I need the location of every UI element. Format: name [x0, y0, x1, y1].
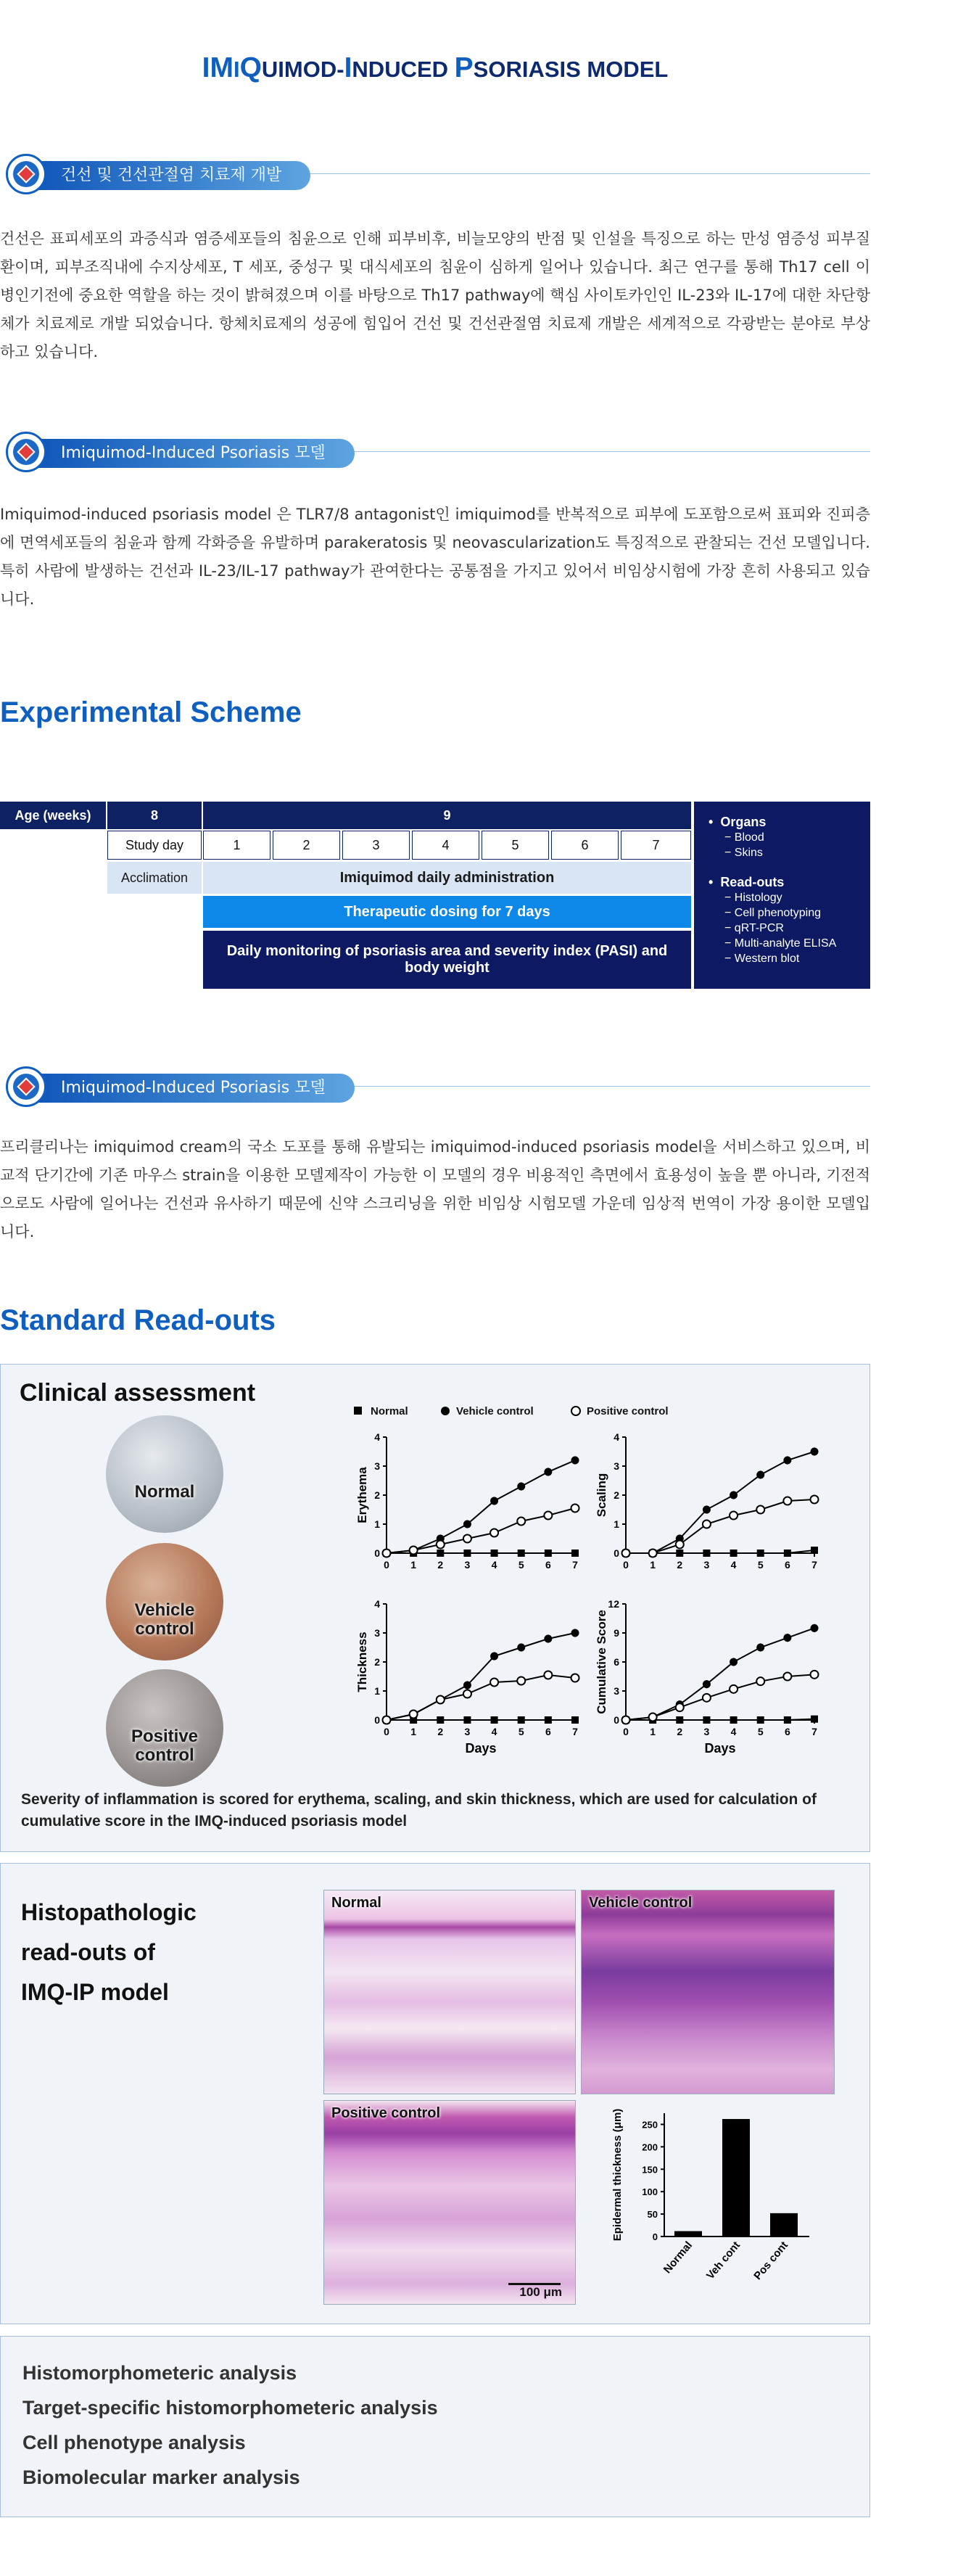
x-tick-label: 0 — [623, 1726, 629, 1737]
data-point — [463, 1690, 471, 1698]
y-tick-label: 1 — [614, 1518, 619, 1530]
y-tick-label: 200 — [642, 2141, 658, 2153]
data-point — [517, 1518, 525, 1526]
clinical-title: Clinical assessment — [20, 1379, 256, 1407]
x-tick-label: Normal — [661, 2239, 695, 2276]
data-point — [649, 1550, 657, 1557]
list-item: Cell phenotype analysis — [22, 2432, 246, 2453]
circle-normal: Normal — [106, 1415, 223, 1533]
y-tick-label: 4 — [614, 1431, 619, 1443]
x-tick-label: 0 — [384, 1726, 389, 1737]
histo-title-line: read-outs of — [21, 1939, 155, 1965]
data-point — [463, 1521, 471, 1528]
data-point — [545, 1550, 552, 1557]
data-point — [463, 1550, 471, 1557]
y-axis-label: Epidermal thickness (μm) — [611, 2108, 624, 2242]
x-tick-label: 1 — [650, 1726, 656, 1737]
data-point — [730, 1512, 738, 1520]
x-tick-label: 3 — [703, 1726, 710, 1737]
x-tick-label: 2 — [437, 1726, 444, 1737]
x-tick-label: 5 — [518, 1559, 524, 1571]
data-point — [622, 1716, 630, 1724]
data-point — [437, 1716, 444, 1724]
series-line — [626, 1499, 814, 1553]
list-item: Target-specific histomorphometeric analysis — [22, 2397, 438, 2419]
data-point — [676, 1716, 683, 1724]
data-point — [490, 1679, 498, 1687]
section-text-1: 건선은 표피세포의 과증식과 염증세포들의 침윤으로 인해 피부비후, 비늘모양의 반점 및 인설을 특징으로 하는 만성 염증성 피부질환이며, 피부조직내에 수지상세포, T 세포, 중성구 및 대식세포의 침윤이 심하게 일어나 있습니다. 최근 연구를 통해 Th17 cell 이 병인기전에 중요한 역할을 하는 것이 밝혀졌으며 이를 바탕으로 Th17 pathway에 핵심 사이토카인인 IL-23와 IL-17에 대한 차단항체가 치료제로 개발 되었습니다. 항체치료제의 성공에 힘입어 건선 및 건선관절염 치료제 개발은 세계적으로 각광받는 분야로 부상하고 있습니다. — [0, 230, 870, 361]
y-tick-label: 0 — [374, 1714, 380, 1726]
legend-vehicle-marker — [441, 1407, 450, 1415]
scale-bar-label: 100 μm — [519, 2285, 562, 2299]
data-point — [811, 1624, 819, 1632]
x-tick-label: 2 — [677, 1559, 683, 1571]
data-point — [517, 1644, 525, 1652]
x-axis-label: Days — [704, 1741, 736, 1756]
data-point — [811, 1496, 819, 1504]
y-axis-label: Thickness — [355, 1631, 369, 1692]
y-tick-label: 6 — [614, 1656, 619, 1668]
section-logo-icon — [6, 432, 46, 472]
x-tick-label: 6 — [545, 1559, 551, 1571]
y-tick-label: 0 — [374, 1547, 380, 1559]
data-point — [571, 1716, 579, 1724]
y-tick-label: 150 — [642, 2164, 658, 2176]
data-point — [811, 1547, 818, 1554]
x-tick-label: 5 — [757, 1559, 764, 1571]
data-point — [676, 1541, 684, 1549]
bar — [722, 2119, 750, 2236]
x-tick-label: 6 — [784, 1559, 790, 1571]
data-point — [649, 1713, 657, 1721]
data-point — [756, 1677, 764, 1685]
clinical-assessment-panel — [0, 1364, 870, 1852]
data-point — [383, 1716, 391, 1724]
y-tick-label: 3 — [374, 1460, 380, 1472]
x-tick-label: 0 — [623, 1559, 629, 1571]
scheme-heading: Experimental Scheme — [0, 696, 302, 728]
x-tick-label: 4 — [491, 1559, 497, 1571]
data-point — [730, 1550, 738, 1557]
data-point — [783, 1497, 791, 1505]
x-axis-label: Days — [465, 1741, 497, 1756]
data-point — [544, 1468, 552, 1476]
legend-positive: Positive control — [587, 1405, 669, 1417]
clinical-charts — [327, 1394, 849, 1778]
epidermal-bar-chart — [581, 2100, 835, 2310]
data-point — [757, 1550, 764, 1557]
x-tick-label: 4 — [730, 1559, 737, 1571]
data-point — [545, 1716, 552, 1724]
data-point — [730, 1685, 738, 1693]
data-point — [571, 1550, 579, 1557]
y-tick-label: 250 — [642, 2119, 658, 2131]
data-point — [783, 1634, 791, 1642]
data-point — [756, 1644, 764, 1652]
y-axis-label: Erythema — [355, 1467, 369, 1523]
data-point — [730, 1658, 738, 1666]
section-heading-3: Imiquimod-Induced Psoriasis 모델 — [0, 1065, 870, 1108]
data-point — [463, 1716, 471, 1724]
data-point — [410, 1711, 418, 1719]
data-point — [491, 1716, 498, 1724]
y-tick-label: 2 — [614, 1489, 619, 1501]
data-point — [784, 1716, 791, 1724]
experimental-scheme: Age (weeks) 8 9 Study day 1 2 3 4 5 6 7 Acclimation Imiquimod daily administration Therapeutic dosing for 7 days Daily monitoring of psoriasis area and severity index (PASI) and body weight • Organs − Blood − Skins • Read-outs − Histology − Cell phenotyping − qRT-PCR − Multi-analyte ELISA − Western blot — [0, 802, 870, 990]
data-point — [463, 1682, 471, 1690]
data-point — [756, 1506, 764, 1514]
x-tick-label: 1 — [650, 1559, 656, 1571]
section-text-2: Imiquimod-induced psoriasis model 은 TLR7/8 antagonist인 imiquimod를 반복적으로 피부에 도포함으로써 표피와 진피층에 면역세포들의 침윤과 함께 각화증을 유발하며 parakeratosis 및 neovascularization도 특징적으로 관찰되는 건선 모델입니다. 특히 사람에 발생하는 건선과 IL-23/IL-17 pathway가 관여한다는 공통점을 가지고 있어서 비임상시험에 가장 흔히 사용되고 있습니다. — [0, 506, 870, 608]
x-tick-label: 1 — [410, 1726, 417, 1737]
data-point — [703, 1694, 711, 1702]
section-logo-icon — [6, 1066, 46, 1107]
data-point — [703, 1521, 711, 1528]
x-tick-label: 4 — [491, 1726, 497, 1737]
data-point — [544, 1635, 552, 1643]
x-tick-label: 7 — [572, 1726, 578, 1737]
readout-list-panel — [0, 2336, 870, 2517]
chart-thickness — [355, 1598, 579, 1756]
histo-image-vehicle: Vehicle control — [581, 1890, 835, 2094]
y-tick-label: 2 — [374, 1489, 380, 1501]
data-point — [544, 1512, 552, 1520]
chart-legend — [354, 1405, 669, 1417]
data-point — [410, 1547, 418, 1555]
x-tick-label: 7 — [811, 1726, 817, 1737]
chart-cumulative — [595, 1598, 819, 1756]
data-point — [518, 1716, 525, 1724]
data-point — [783, 1457, 791, 1465]
data-point — [437, 1696, 445, 1704]
data-point — [676, 1550, 683, 1557]
x-tick-label: 6 — [784, 1726, 790, 1737]
y-axis-label: Cumulative Score — [595, 1610, 608, 1714]
x-tick-label: 2 — [437, 1559, 444, 1571]
chart-scaling — [595, 1431, 819, 1571]
clinical-caption: Severity of inflammation is scored for erythema, scaling, and skin thickness, which are used for calculation of cumulative score in the IMQ-induced psoriasis model — [21, 1791, 817, 1830]
data-point — [490, 1497, 498, 1505]
y-tick-label: 0 — [614, 1714, 619, 1726]
histo-title-line: Histopathologic — [21, 1899, 197, 1925]
data-point — [811, 1671, 819, 1679]
data-point — [571, 1457, 579, 1465]
legend-normal-marker — [354, 1407, 362, 1415]
x-tick-label: Pos cont — [751, 2239, 791, 2283]
y-axis-label: Scaling — [595, 1473, 608, 1518]
legend-vehicle: Vehicle control — [456, 1405, 534, 1417]
y-tick-label: 0 — [614, 1547, 619, 1559]
data-point — [518, 1550, 525, 1557]
data-point — [756, 1471, 764, 1479]
y-tick-label: 1 — [374, 1685, 380, 1697]
histopathology-panel — [0, 1863, 870, 2324]
x-tick-label: 5 — [518, 1726, 524, 1737]
circle-positive: Positive control — [106, 1669, 223, 1787]
data-point — [490, 1529, 498, 1537]
bar — [770, 2213, 798, 2236]
data-point — [703, 1550, 710, 1557]
data-point — [490, 1653, 498, 1661]
organs-readouts-box: • Organs − Blood − Skins • Read-outs − Histology − Cell phenotyping − qRT-PCR − Multi-analyte ELISA − Western blot — [694, 802, 870, 989]
data-point — [517, 1483, 525, 1491]
data-point — [437, 1550, 444, 1557]
page-title: IMIQUIMOD-INDUCED PSORIASIS MODEL — [202, 52, 669, 83]
data-point — [811, 1716, 818, 1723]
x-tick-label: 4 — [730, 1726, 737, 1737]
data-point — [784, 1550, 791, 1557]
x-tick-label: 6 — [545, 1726, 551, 1737]
data-point — [703, 1716, 710, 1724]
x-tick-label: 7 — [811, 1559, 817, 1571]
bar — [674, 2231, 702, 2236]
section-logo-icon — [6, 154, 46, 194]
chart-erythema — [355, 1431, 579, 1571]
data-point — [463, 1535, 471, 1543]
y-tick-label: 3 — [374, 1627, 380, 1639]
data-point — [491, 1550, 498, 1557]
data-point — [703, 1506, 711, 1514]
y-tick-label: 50 — [647, 2209, 658, 2221]
y-tick-label: 4 — [374, 1598, 380, 1610]
x-tick-label: 5 — [757, 1726, 764, 1737]
y-tick-label: 12 — [608, 1598, 619, 1610]
data-point — [517, 1677, 525, 1685]
x-tick-label: 3 — [464, 1726, 471, 1737]
section-heading-2: Imiquimod-Induced Psoriasis 모델 — [0, 430, 870, 474]
x-tick-label: 2 — [677, 1726, 683, 1737]
section-text-3: 프리클리나는 imiquimod cream의 국소 도포를 통해 유발되는 imiquimod-induced psoriasis model을 서비스하고 있으며, 비교적 단기간에 기존 마우스 strain을 이용한 모델제작이 가능한 이 모델의 경우 비용적인 측면에서 효용성이 높을 뿐 아니라, 기전적으로도 사람에 일어나는 건선과 유사하기 때문에 신약 스크리닝을 위한 비임상 시험모델 가운데 임상적 번역이 가장 용이한 모델입니다. — [0, 1138, 870, 1240]
data-point — [544, 1671, 552, 1679]
x-tick-label: 7 — [572, 1559, 578, 1571]
histo-title-line: IMQ-IP model — [21, 1979, 169, 2005]
standard-heading: Standard Read-outs — [0, 1304, 276, 1336]
x-tick-label: 3 — [464, 1559, 471, 1571]
x-tick-label: Veh cont — [703, 2239, 743, 2282]
y-tick-label: 9 — [614, 1627, 619, 1639]
y-tick-label: 100 — [642, 2186, 658, 2198]
legend-normal: Normal — [371, 1405, 408, 1417]
circle-vehicle: Vehicle control — [106, 1543, 223, 1661]
y-tick-label: 0 — [652, 2231, 658, 2242]
data-point — [571, 1629, 579, 1637]
y-tick-label: 2 — [374, 1656, 380, 1668]
data-point — [730, 1716, 738, 1724]
histo-image-positive: Positive control 100 μm — [323, 2100, 576, 2305]
data-point — [703, 1680, 711, 1688]
data-point — [676, 1703, 684, 1711]
data-point — [571, 1674, 579, 1682]
x-tick-label: 1 — [410, 1559, 417, 1571]
data-point — [811, 1448, 819, 1456]
y-tick-label: 3 — [614, 1685, 619, 1697]
data-point — [622, 1550, 630, 1557]
data-point — [783, 1673, 791, 1681]
section-heading-1: 건선 및 건선관절염 치료제 개발 — [0, 152, 870, 196]
list-item: Biomolecular marker analysis — [22, 2466, 300, 2488]
legend-positive-marker — [571, 1407, 580, 1415]
y-tick-label: 3 — [614, 1460, 619, 1472]
data-point — [383, 1550, 391, 1557]
list-item: Histomorphometeric analysis — [22, 2362, 297, 2384]
data-point — [437, 1541, 445, 1549]
data-point — [757, 1716, 764, 1724]
x-tick-label: 3 — [703, 1559, 710, 1571]
x-tick-label: 0 — [384, 1559, 389, 1571]
y-tick-label: 1 — [374, 1518, 380, 1530]
y-tick-label: 4 — [374, 1431, 380, 1443]
histo-image-normal: Normal — [323, 1890, 576, 2094]
data-point — [730, 1491, 738, 1499]
data-point — [571, 1505, 579, 1513]
